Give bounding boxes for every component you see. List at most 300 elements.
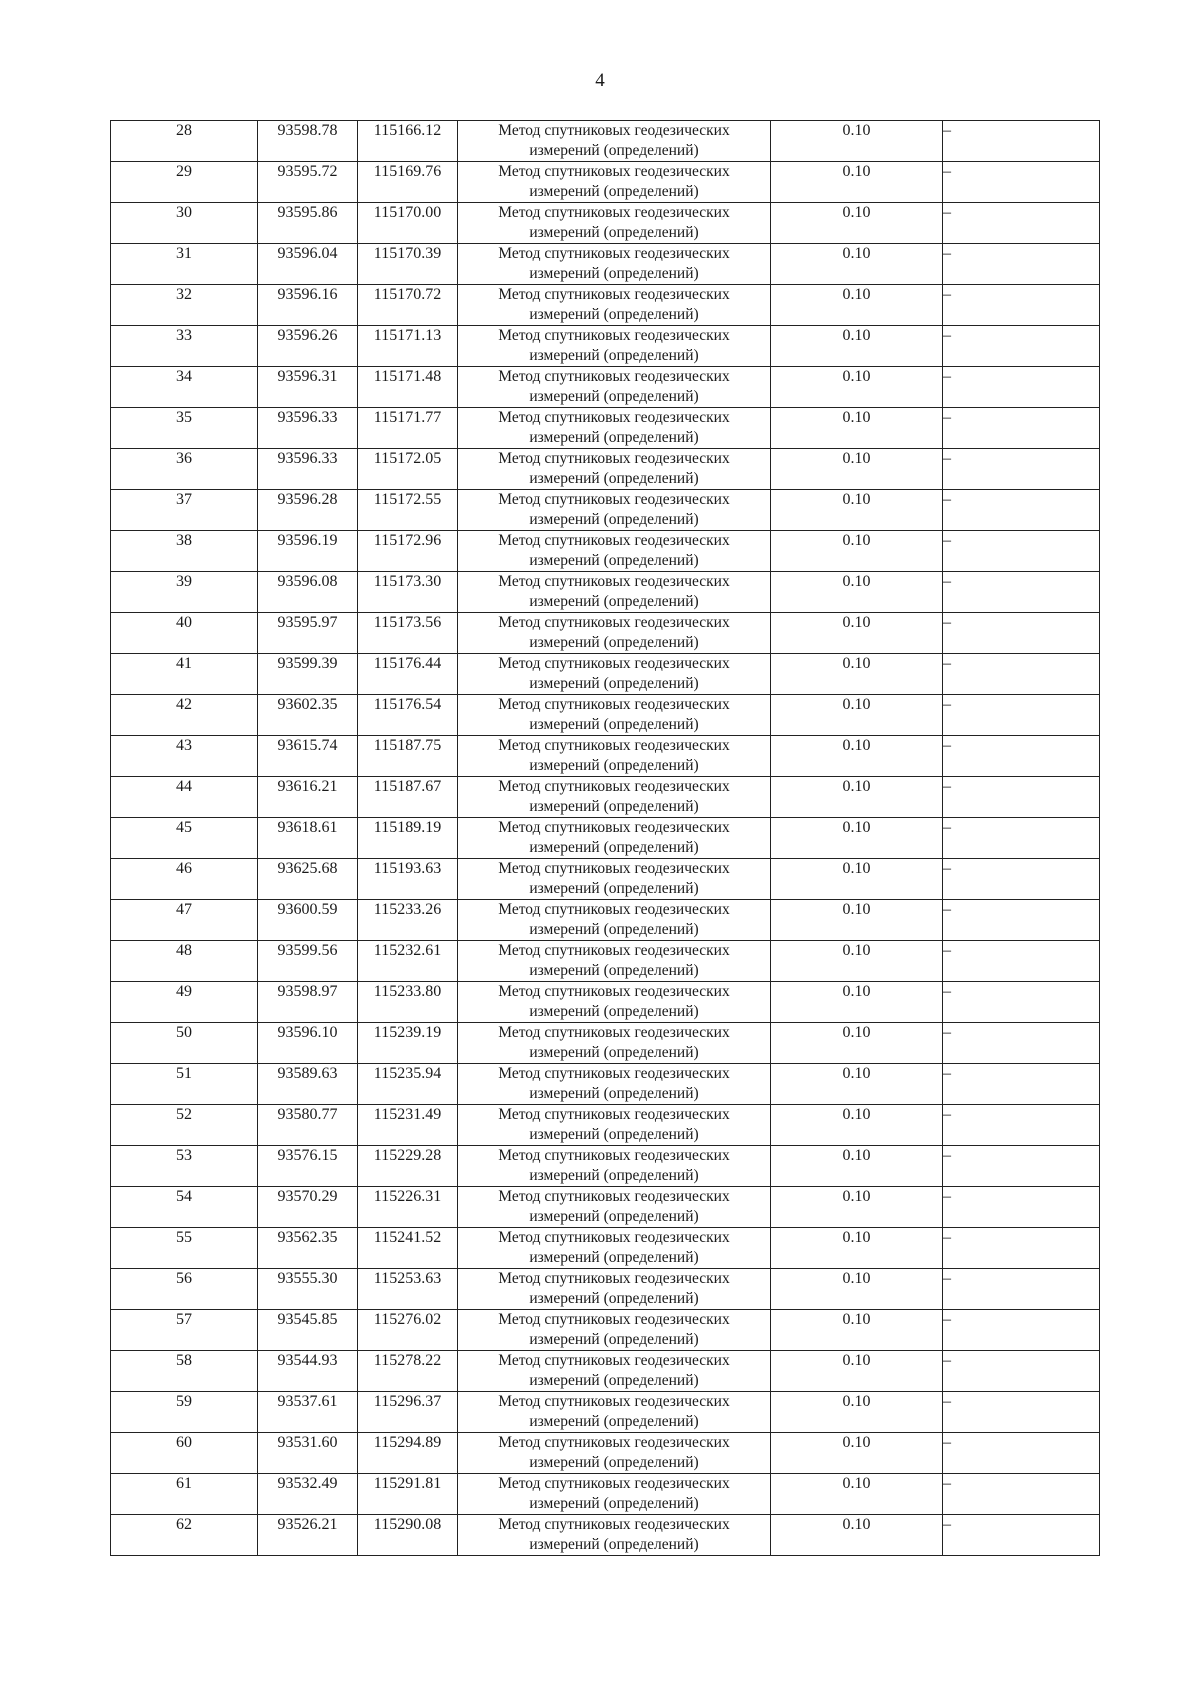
method-cell [458,572,771,613]
table-row [111,1433,1100,1474]
method-cell [458,1187,771,1228]
method-cell [458,818,771,859]
method-cell [458,777,771,818]
table-row [111,859,1100,900]
method-cell [458,162,771,203]
method-cell [458,367,771,408]
method-line-2: измерений (определений) [529,511,699,528]
x-coordinate-cell: 93544.93 [258,1351,358,1392]
description-cell: – [943,777,1100,818]
description-cell: – [943,1269,1100,1310]
table-row [111,900,1100,941]
table-row [111,736,1100,777]
method-line-1: Метод спутниковых геодезических [498,1352,730,1369]
method-cell [458,1392,771,1433]
point-number-cell: 59 [111,1392,258,1433]
y-coordinate-cell: 115172.96 [358,531,458,572]
point-number-cell: 40 [111,613,258,654]
page-number: 4 [595,70,605,91]
description-cell: – [943,490,1100,531]
point-number-cell: 51 [111,1064,258,1105]
table-row [111,1474,1100,1515]
method-cell [458,1269,771,1310]
accuracy-cell: 0.10 [771,613,943,654]
accuracy-cell: 0.10 [771,982,943,1023]
method-line-2: измерений (определений) [529,593,699,610]
table-row [111,1515,1100,1556]
x-coordinate-cell: 93570.29 [258,1187,358,1228]
y-coordinate-cell: 115235.94 [358,1064,458,1105]
y-coordinate-cell: 115176.54 [358,695,458,736]
x-coordinate-cell: 93596.33 [258,449,358,490]
x-coordinate-cell: 93615.74 [258,736,358,777]
method-line-2: измерений (определений) [529,552,699,569]
x-coordinate-cell: 93598.78 [258,121,358,162]
point-number-cell: 57 [111,1310,258,1351]
description-cell: – [943,1146,1100,1187]
y-coordinate-cell: 115189.19 [358,818,458,859]
method-cell [458,285,771,326]
y-coordinate-cell: 115296.37 [358,1392,458,1433]
method-line-1: Метод спутниковых геодезических [498,1188,730,1205]
method-line-2: измерений (определений) [529,880,699,897]
method-line-2: измерений (определений) [529,429,699,446]
table-row [111,531,1100,572]
x-coordinate-cell: 93596.19 [258,531,358,572]
y-coordinate-cell: 115233.80 [358,982,458,1023]
table-row [111,1310,1100,1351]
method-line-1: Метод спутниковых геодезических [498,245,730,262]
description-cell: – [943,1392,1100,1433]
x-coordinate-cell: 93537.61 [258,1392,358,1433]
method-line-2: измерений (определений) [529,798,699,815]
accuracy-cell: 0.10 [771,1474,943,1515]
x-coordinate-cell: 93596.16 [258,285,358,326]
point-number-cell: 45 [111,818,258,859]
method-line-1: Метод спутниковых геодезических [498,655,730,672]
description-cell: – [943,408,1100,449]
x-coordinate-cell: 93596.33 [258,408,358,449]
point-number-cell: 38 [111,531,258,572]
method-line-1: Метод спутниковых геодезических [498,450,730,467]
accuracy-cell: 0.10 [771,777,943,818]
method-line-2: измерений (определений) [529,1249,699,1266]
accuracy-cell: 0.10 [771,531,943,572]
description-cell: – [943,1474,1100,1515]
x-coordinate-cell: 93595.97 [258,613,358,654]
method-line-2: измерений (определений) [529,388,699,405]
method-line-2: измерений (определений) [529,716,699,733]
accuracy-cell: 0.10 [771,1351,943,1392]
method-line-1: Метод спутниковых геодезических [498,983,730,1000]
accuracy-cell: 0.10 [771,695,943,736]
y-coordinate-cell: 115241.52 [358,1228,458,1269]
y-coordinate-cell: 115173.56 [358,613,458,654]
y-coordinate-cell: 115169.76 [358,162,458,203]
method-line-2: измерений (определений) [529,1126,699,1143]
y-coordinate-cell: 115231.49 [358,1105,458,1146]
method-line-2: измерений (определений) [529,183,699,200]
x-coordinate-cell: 93595.86 [258,203,358,244]
table-row [111,1146,1100,1187]
table-row [111,449,1100,490]
method-line-2: измерений (определений) [529,265,699,282]
x-coordinate-cell: 93602.35 [258,695,358,736]
point-number-cell: 54 [111,1187,258,1228]
table-row [111,244,1100,285]
method-line-1: Метод спутниковых геодезических [498,901,730,918]
accuracy-cell: 0.10 [771,490,943,531]
table-row [111,490,1100,531]
y-coordinate-cell: 115170.72 [358,285,458,326]
point-number-cell: 55 [111,1228,258,1269]
method-line-1: Метод спутниковых геодезических [498,778,730,795]
method-line-1: Метод спутниковых геодезических [498,163,730,180]
point-number-cell: 39 [111,572,258,613]
method-line-2: измерений (определений) [529,962,699,979]
x-coordinate-cell: 93580.77 [258,1105,358,1146]
y-coordinate-cell: 115291.81 [358,1474,458,1515]
method-line-1: Метод спутниковых геодезических [498,1147,730,1164]
method-line-2: измерений (определений) [529,1372,699,1389]
method-line-1: Метод спутниковых геодезических [498,860,730,877]
accuracy-cell: 0.10 [771,1310,943,1351]
table-row [111,1392,1100,1433]
method-line-2: измерений (определений) [529,1331,699,1348]
description-cell: – [943,162,1100,203]
description-cell: – [943,285,1100,326]
table-row [111,982,1100,1023]
accuracy-cell: 0.10 [771,1064,943,1105]
x-coordinate-cell: 93526.21 [258,1515,358,1556]
table-row [111,777,1100,818]
description-cell: – [943,982,1100,1023]
method-cell [458,1228,771,1269]
description-cell: – [943,121,1100,162]
table-row [111,572,1100,613]
accuracy-cell: 0.10 [771,1515,943,1556]
accuracy-cell: 0.10 [771,285,943,326]
table-row [111,695,1100,736]
point-number-cell: 28 [111,121,258,162]
y-coordinate-cell: 115229.28 [358,1146,458,1187]
description-cell: – [943,244,1100,285]
method-line-2: измерений (определений) [529,634,699,651]
method-cell [458,736,771,777]
accuracy-cell: 0.10 [771,1433,943,1474]
x-coordinate-cell: 93625.68 [258,859,358,900]
method-line-1: Метод спутниковых геодезических [498,1393,730,1410]
description-cell: – [943,531,1100,572]
method-line-2: измерений (определений) [529,1208,699,1225]
method-cell [458,982,771,1023]
point-number-cell: 33 [111,326,258,367]
method-line-1: Метод спутниковых геодезических [498,614,730,631]
method-line-1: Метод спутниковых геодезических [498,204,730,221]
point-number-cell: 60 [111,1433,258,1474]
method-line-1: Метод спутниковых геодезических [498,532,730,549]
method-line-2: измерений (определений) [529,1167,699,1184]
y-coordinate-cell: 115176.44 [358,654,458,695]
coordinates-table-body [111,121,1100,1556]
table-row [111,162,1100,203]
method-line-1: Метод спутниковых геодезических [498,1434,730,1451]
description-cell: – [943,654,1100,695]
y-coordinate-cell: 115166.12 [358,121,458,162]
method-cell [458,654,771,695]
x-coordinate-cell: 93616.21 [258,777,358,818]
y-coordinate-cell: 115226.31 [358,1187,458,1228]
x-coordinate-cell: 93545.85 [258,1310,358,1351]
method-cell [458,695,771,736]
description-cell: – [943,572,1100,613]
accuracy-cell: 0.10 [771,941,943,982]
accuracy-cell: 0.10 [771,367,943,408]
method-line-2: измерений (определений) [529,1536,699,1553]
method-cell [458,1023,771,1064]
accuracy-cell: 0.10 [771,449,943,490]
description-cell: – [943,941,1100,982]
description-cell: – [943,859,1100,900]
method-line-2: измерений (определений) [529,224,699,241]
y-coordinate-cell: 115276.02 [358,1310,458,1351]
method-line-2: измерений (определений) [529,839,699,856]
point-number-cell: 43 [111,736,258,777]
y-coordinate-cell: 115232.61 [358,941,458,982]
table-row [111,1351,1100,1392]
method-line-1: Метод спутниковых геодезических [498,1229,730,1246]
point-number-cell: 62 [111,1515,258,1556]
x-coordinate-cell: 93596.26 [258,326,358,367]
table-row [111,367,1100,408]
method-cell [458,121,771,162]
table-row [111,941,1100,982]
accuracy-cell: 0.10 [771,121,943,162]
method-line-2: измерений (определений) [529,1413,699,1430]
method-line-1: Метод спутниковых геодезических [498,1311,730,1328]
y-coordinate-cell: 115172.05 [358,449,458,490]
method-line-1: Метод спутниковых геодезических [498,1516,730,1533]
accuracy-cell: 0.10 [771,244,943,285]
table-row [111,285,1100,326]
point-number-cell: 31 [111,244,258,285]
point-number-cell: 48 [111,941,258,982]
method-cell [458,900,771,941]
description-cell: – [943,449,1100,490]
method-cell [458,1474,771,1515]
method-cell [458,1105,771,1146]
x-coordinate-cell: 93600.59 [258,900,358,941]
point-number-cell: 52 [111,1105,258,1146]
x-coordinate-cell: 93576.15 [258,1146,358,1187]
table-row [111,1187,1100,1228]
method-line-2: измерений (определений) [529,757,699,774]
method-line-1: Метод спутниковых геодезических [498,1270,730,1287]
method-cell [458,408,771,449]
method-line-2: измерений (определений) [529,675,699,692]
method-line-2: измерений (определений) [529,1003,699,1020]
point-number-cell: 29 [111,162,258,203]
accuracy-cell: 0.10 [771,900,943,941]
method-line-2: измерений (определений) [529,142,699,159]
method-cell [458,1351,771,1392]
method-cell [458,859,771,900]
table-row [111,1023,1100,1064]
description-cell: – [943,818,1100,859]
accuracy-cell: 0.10 [771,326,943,367]
point-number-cell: 36 [111,449,258,490]
accuracy-cell: 0.10 [771,1228,943,1269]
description-cell: – [943,1105,1100,1146]
description-cell: – [943,326,1100,367]
description-cell: – [943,1023,1100,1064]
method-line-2: измерений (определений) [529,347,699,364]
method-cell [458,244,771,285]
accuracy-cell: 0.10 [771,408,943,449]
x-coordinate-cell: 93598.97 [258,982,358,1023]
accuracy-cell: 0.10 [771,654,943,695]
x-coordinate-cell: 93562.35 [258,1228,358,1269]
point-number-cell: 37 [111,490,258,531]
y-coordinate-cell: 115193.63 [358,859,458,900]
point-number-cell: 32 [111,285,258,326]
point-number-cell: 35 [111,408,258,449]
method-line-1: Метод спутниковых геодезических [498,1024,730,1041]
point-number-cell: 50 [111,1023,258,1064]
method-line-2: измерений (определений) [529,1454,699,1471]
table-row [111,654,1100,695]
accuracy-cell: 0.10 [771,1023,943,1064]
x-coordinate-cell: 93618.61 [258,818,358,859]
table-row [111,613,1100,654]
accuracy-cell: 0.10 [771,162,943,203]
method-line-1: Метод спутниковых геодезических [498,1065,730,1082]
point-number-cell: 56 [111,1269,258,1310]
x-coordinate-cell: 93596.04 [258,244,358,285]
point-number-cell: 34 [111,367,258,408]
table-row [111,203,1100,244]
y-coordinate-cell: 115171.13 [358,326,458,367]
point-number-cell: 44 [111,777,258,818]
accuracy-cell: 0.10 [771,1146,943,1187]
x-coordinate-cell: 93599.56 [258,941,358,982]
y-coordinate-cell: 115171.77 [358,408,458,449]
description-cell: – [943,367,1100,408]
accuracy-cell: 0.10 [771,1392,943,1433]
description-cell: – [943,1187,1100,1228]
method-line-1: Метод спутниковых геодезических [498,368,730,385]
table-row [111,1064,1100,1105]
x-coordinate-cell: 93596.10 [258,1023,358,1064]
y-coordinate-cell: 115187.67 [358,777,458,818]
table-row [111,121,1100,162]
x-coordinate-cell: 93555.30 [258,1269,358,1310]
y-coordinate-cell: 115239.19 [358,1023,458,1064]
y-coordinate-cell: 115253.63 [358,1269,458,1310]
method-cell [458,203,771,244]
x-coordinate-cell: 93531.60 [258,1433,358,1474]
accuracy-cell: 0.10 [771,572,943,613]
method-cell [458,1433,771,1474]
method-line-2: измерений (определений) [529,1290,699,1307]
method-cell [458,531,771,572]
method-cell [458,1515,771,1556]
method-line-2: измерений (определений) [529,306,699,323]
y-coordinate-cell: 115170.00 [358,203,458,244]
y-coordinate-cell: 115278.22 [358,1351,458,1392]
point-number-cell: 58 [111,1351,258,1392]
method-cell [458,613,771,654]
point-number-cell: 47 [111,900,258,941]
y-coordinate-cell: 115170.39 [358,244,458,285]
accuracy-cell: 0.10 [771,1105,943,1146]
description-cell: – [943,736,1100,777]
accuracy-cell: 0.10 [771,859,943,900]
point-number-cell: 61 [111,1474,258,1515]
point-number-cell: 53 [111,1146,258,1187]
table-row [111,1105,1100,1146]
description-cell: – [943,203,1100,244]
point-number-cell: 30 [111,203,258,244]
method-line-1: Метод спутниковых геодезических [498,122,730,139]
coordinates-table [110,120,1100,1556]
point-number-cell: 49 [111,982,258,1023]
description-cell: – [943,900,1100,941]
method-cell [458,941,771,982]
method-line-2: измерений (определений) [529,470,699,487]
table-row [111,1228,1100,1269]
description-cell: – [943,695,1100,736]
x-coordinate-cell: 93596.31 [258,367,358,408]
description-cell: – [943,1310,1100,1351]
method-line-1: Метод спутниковых геодезических [498,696,730,713]
table-row [111,326,1100,367]
table-row [111,408,1100,449]
method-cell [458,1146,771,1187]
accuracy-cell: 0.10 [771,1187,943,1228]
description-cell: – [943,1433,1100,1474]
y-coordinate-cell: 115233.26 [358,900,458,941]
method-cell [458,490,771,531]
method-cell [458,1064,771,1105]
method-cell [458,1310,771,1351]
accuracy-cell: 0.10 [771,203,943,244]
y-coordinate-cell: 115294.89 [358,1433,458,1474]
table-row [111,818,1100,859]
table-row [111,1269,1100,1310]
method-line-2: измерений (определений) [529,921,699,938]
method-line-1: Метод спутниковых геодезических [498,409,730,426]
x-coordinate-cell: 93596.28 [258,490,358,531]
x-coordinate-cell: 93599.39 [258,654,358,695]
x-coordinate-cell: 93596.08 [258,572,358,613]
method-line-1: Метод спутниковых геодезических [498,819,730,836]
method-line-2: измерений (определений) [529,1085,699,1102]
method-line-1: Метод спутниковых геодезических [498,1475,730,1492]
x-coordinate-cell: 93589.63 [258,1064,358,1105]
description-cell: – [943,613,1100,654]
point-number-cell: 41 [111,654,258,695]
method-cell [458,449,771,490]
method-line-1: Метод спутниковых геодезических [498,491,730,508]
method-line-1: Метод спутниковых геодезических [498,942,730,959]
method-line-1: Метод спутниковых геодезических [498,327,730,344]
method-line-1: Метод спутниковых геодезических [498,573,730,590]
y-coordinate-cell: 115172.55 [358,490,458,531]
method-line-2: измерений (определений) [529,1044,699,1061]
x-coordinate-cell: 93595.72 [258,162,358,203]
description-cell: – [943,1515,1100,1556]
